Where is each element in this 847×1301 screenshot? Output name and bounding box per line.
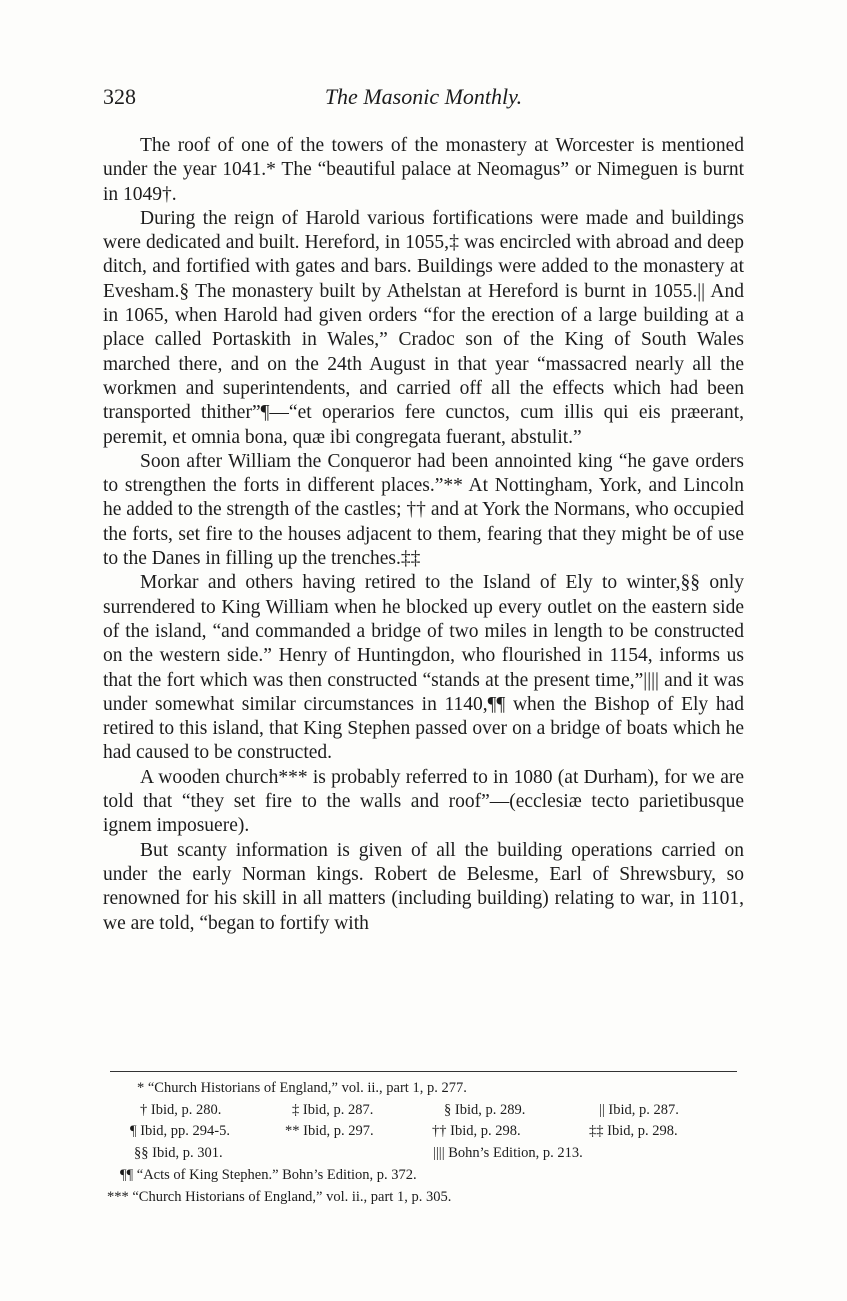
paragraph: But scanty information is given of all the building operations carried on under the early Norman kings. Robert de Belesme, Earl of Shrewsbury, so renowned for his skill in all matters (including building) relating to war, in 1101, we are told, “began to fortify with (103, 839, 744, 934)
body-text (103, 134, 744, 936)
footnote: ‡‡ Ibid, p. 298. (589, 1123, 678, 1140)
footnote: §§ Ibid, p. 301. (134, 1145, 223, 1162)
paragraph: The roof of one of the towers of the monastery at Worcester is mentioned under the year 1041.* The “beautiful palace at Neomagus” or Nimeguen is burnt in 1049†. (103, 135, 744, 205)
footnote-line (103, 1100, 744, 1122)
footnote: |||| Bohn’s Edition, p. 213. (433, 1145, 583, 1162)
paragraph: During the reign of Harold various fortifications were made and buildings were dedicated and built. Hereford, in 1055,‡ was encircled with abroad and deep ditch, and fortified with gates and bars. Buildings were added to the monastery at Evesham.§ The monastery built by Athelstan at Hereford is burnt in 1055.|| And in 1065, when Harold had given orders “for the erection of a large building at a place called Portaskith in Wales,” Cradoc son of the King of South Wales marched there, and on the 24th August in that year “massacred nearly all the workmen and superintendents, and carried off all the effects which had been transported thither”¶—“et operarios fere cunctos, cum illis qui eis præerant, peremit, et omnia bona, quæ ibi congregata fuerant, abstulit.” (103, 207, 744, 448)
footnote-line (103, 1165, 744, 1187)
footnote: § Ibid, p. 289. (444, 1101, 526, 1118)
footnote-line (103, 1143, 744, 1165)
footnote: * “Church Historians of England,” vol. ii., part 1, p. 277. (137, 1080, 467, 1096)
running-title: The Masonic Monthly. (324, 84, 523, 109)
footnote: ¶¶ “Acts of King Stephen.” Bohn’s Edition, p. 372. (120, 1166, 417, 1183)
footnote-line (103, 1078, 744, 1100)
footnote: ** Ibid, p. 297. (285, 1123, 374, 1140)
footnote-rule (110, 1071, 737, 1072)
footnote-line (103, 1121, 744, 1143)
footnote: †† Ibid, p. 298. (432, 1123, 521, 1140)
paragraph: A wooden church*** is probably referred to in 1080 (at Durham), for we are told that “they set fire to the walls and roof”—(ecclesiæ tecto parietibusque ignem imposuere). (103, 766, 744, 837)
footnote-line (103, 1187, 744, 1209)
footnote: ¶ Ibid, pp. 294-5. (130, 1123, 231, 1140)
paragraph: Morkar and others having retired to the Island of Ely to winter,§§ only surrendered to King William when he blocked up every outlet on the eastern side of the island, “and commanded a bridge of two miles in length to be constructed on the western side.” Henry of Huntingdon, who flourished in 1154, informs us that the fort which was then constructed “stands at the present time,”|||| and it was under somewhat similar circumstances in 1140,¶¶ when the Bishop of Ely had retired to this island, that King Stephen passed over on a bridge of boats which he had caused to be constructed. (103, 572, 744, 764)
footnote: ‡ Ibid, p. 287. (292, 1101, 374, 1118)
page-header (103, 84, 744, 116)
footnote: † Ibid, p. 280. (140, 1101, 222, 1118)
page-number: 328 (103, 84, 136, 109)
paragraph: Soon after William the Conqueror had been annointed king “he gave orders to strengthen the forts in different places.”** At Nottingham, York, and Lincoln he added to the strength of the castles; †† and at York the Normans, who occupied the forts, set fire to the houses adjacent to them, fearing that they might be of use to the Danes in filling up the trenches.‡‡ (103, 450, 744, 570)
footnote: || Ibid, p. 287. (599, 1101, 679, 1118)
footnote: *** “Church Historians of England,” vol. ii., part 1, p. 305. (107, 1188, 452, 1205)
footnotes (103, 1078, 744, 1208)
